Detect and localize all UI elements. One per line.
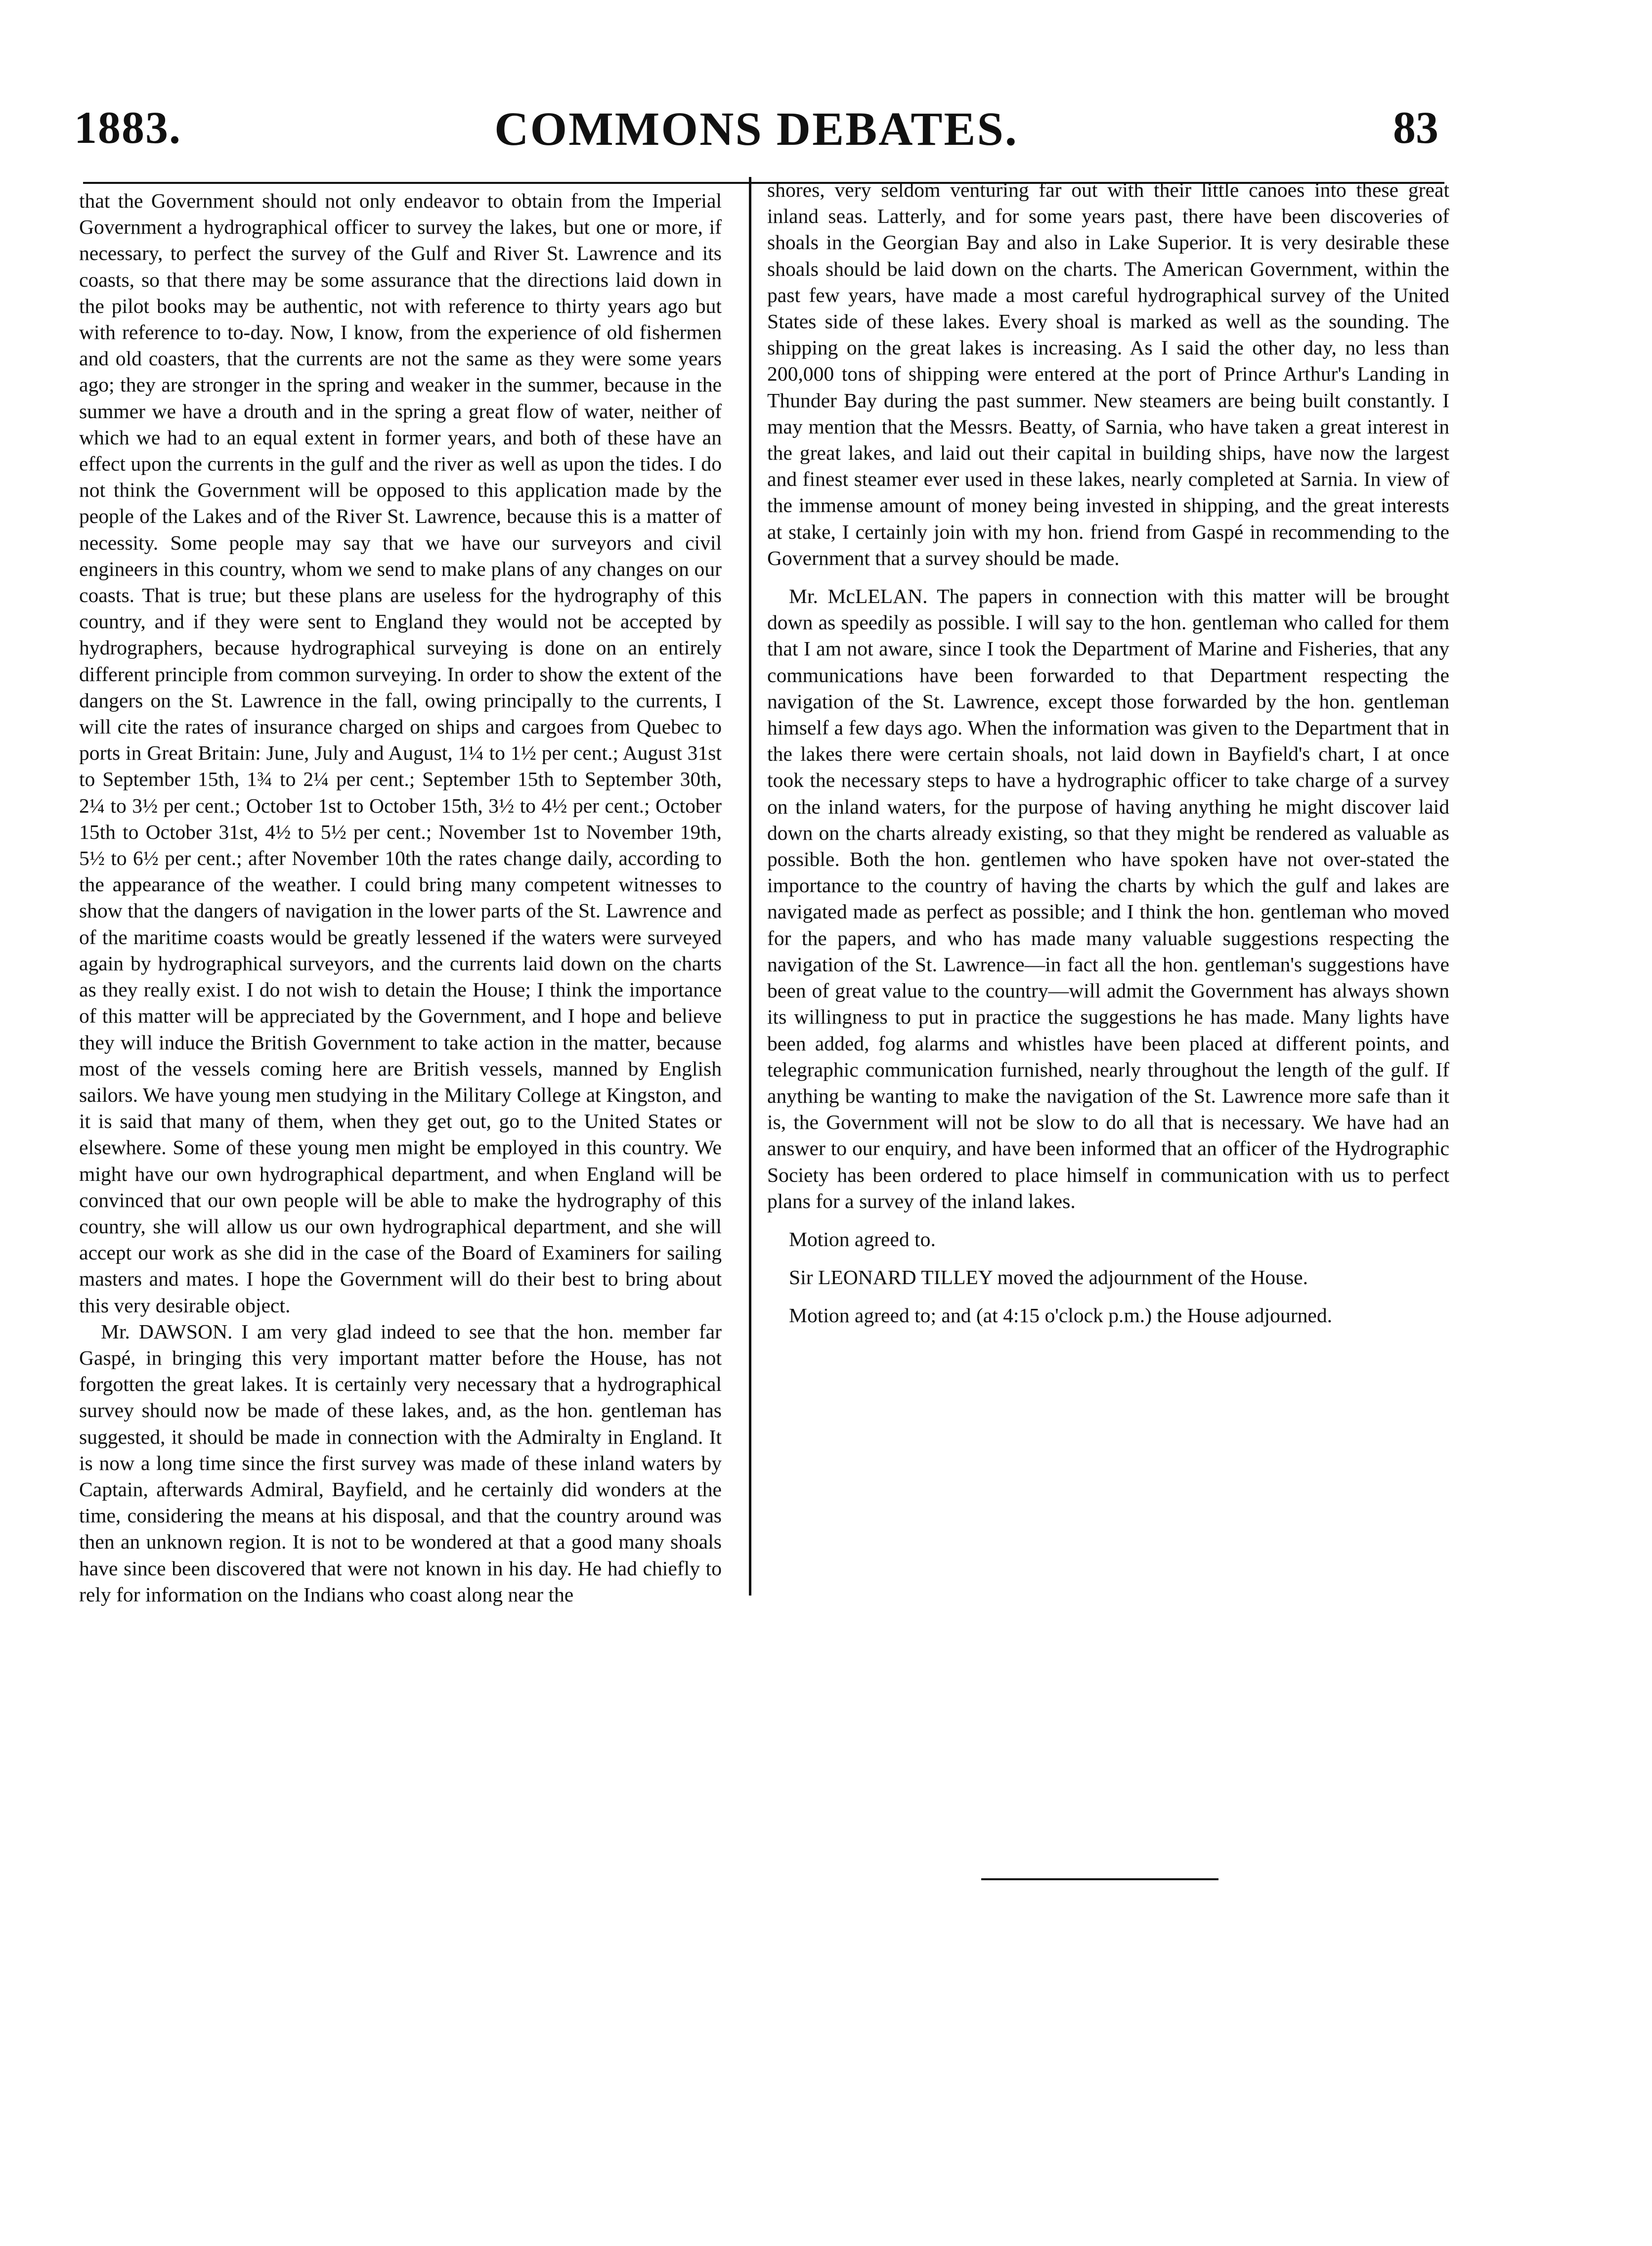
page-header bbox=[74, 101, 1438, 175]
paragraph-tilley-adjournment: Sir LEONARD TILLEY moved the adjournment of the House. bbox=[789, 1266, 1308, 1289]
paragraph-dawson: Mr. DAWSON. I am very glad indeed to see that the hon. member far Gaspé, in bringing this very important matter before the House, has not forgotten the great lakes. It is certainly very necessary that a hydrographical survey should now be made of these lakes, and, as the hon. gentleman has suggested, it should be made in connection with the Admiralty in England. It is now a long time since the first survey was made of these inland waters by Captain, afterwards Admiral, Bayfield, and he certainly did wonders at the time, considering the means at his disposal, and that the country around was then an unknown region. It is not to be wondered at that a good many shoals have since been discovered that were not known in his day. He had chiefly to rely for information on the Indians who coast along near the bbox=[79, 1320, 722, 1606]
paragraph-house-adjourned: Motion agreed to; and (at 4:15 o'clock p.m.) the House adjourned. bbox=[789, 1304, 1333, 1327]
paragraph-continued-speech: that the Government should not only endeavor to obtain from the Imperial Government a hydrographical officer to survey the lakes, but one or more, if necessary, to perfect the survey of the Gulf and River St. Lawrence and its coasts, so that there may be some assurance that the directions laid down in the pilot books may be authentic, not with reference to thirty years ago but with reference to to-day. Now, I know, from the experience of old fishermen and old coasters, that the currents are not the same as they were some years ago; they are stronger in the spring and weaker in the summer, because in the summer we have a drouth and in the spring a great flow of water, neither of which we had to an equal extent in former years, and both of these have an effect upon the currents in the gulf and the river as well as upon the tides. I do not think the Government will be opposed to this application made by the people of the Lakes and of the River St. Lawrence, because this is a matter of necessity. Some people may say that we have our surveyors and civil engineers in this country, whom we send to make plans of any changes on our coasts. That is true; but these plans are useless for the hydrography of this country, and if they were sent to England they would not be accepted by hydrographers, because hydrographical surveying is done on an entirely different principle from common surveying. In order to show the extent of the dangers on the St. Lawrence in the fall, owing principally to the currents, I will cite the rates of insurance charged on ships and cargoes from Quebec to ports in Great Britain: June, July and August, 1¼ to 1½ per cent.; August 31st to September 15th, 1¾ to 2¼ per cent.; September 15th to September 30th, 2¼ to 3½ per cent.; October 1st to October 15th, 3½ to 4½ per cent.; October 15th to October 31st, 4½ to 5½ per cent.; November 1st to November 19th, 5½ to 6½ per cent.; after November 10th the rates change daily, according to the appearance of the weather. I could bring many competent witnesses to show that the dangers of navigation in the lower parts of the St. Lawrence and of the maritime coasts would be greatly lessened if the waters were surveyed again by hydrographical surveyors, and the currents laid down on the charts as they really exist. I do not wish to detain the House; I think the importance of this matter will be appreciated by the Government, and I hope and believe they will induce the British Government to take action in the matter, because most of the vessels coming here are British vessels, manned by English sailors. We have young men studying in the Military College at Kingston, and it is said that many of them, when they get out, go to the United States or elsewhere. Some of these young men might be employed in this country. We might have our own hydrographical department, and when England will be convinced that our own people will be able to make the hydrography of this country, she will allow us our own hydrographical department, and she will accept our work as she did in the case of the Board of Examiners for sailing masters and mates. I hope the Government will do their best to bring about this very desirable object. bbox=[79, 189, 722, 1317]
paragraph-mclelan: Mr. McLELAN. The papers in connection with this matter will be brought down as speedily as possible. I will say to the hon. gentleman who called for them that I am not aware, since I took the Department of Marine and Fisheries, that any communications have been forwarded to that Department respecting the navigation of the St. Lawrence, except those forwarded by the hon. gentleman himself a few days ago. When the information was given to the Department that in the lakes there were certain shoals, not laid down in Bayfield's chart, I at once took the necessary steps to have a hydrographic officer to take charge of a survey on the inland waters, for the purpose of having anything he might discover laid down on the charts already existing, so that they might be rendered as valuable as possible. Both the hon. gentlemen who have spoken have not over-stated the importance to the country of having the charts by which the gulf and lakes are navigated made as perfect as possible; and I think the hon. gentleman who moved for the papers, and who has made many valuable suggestions respecting the navigation of the St. Lawrence—in fact all the hon. gentleman's suggestions have been of great value to the country—will admit the Government has always shown its willingness to put in practice the suggestions he has made. Many lights have been added, fog alarms and whistles have been placed at different points, and telegraphic communication furnished, nearly throughout the length of the gulf. If anything be wanting to make the navigation of the St. Lawrence more safe than it is, the Government will not be slow to do all that is necessary. We have had an answer to our enquiry, and have been informed that an officer of the Hydrographic Society has been ordered to place himself in communication with us to perfect plans for a survey of the inland lakes. bbox=[767, 585, 1449, 1212]
right-column bbox=[767, 177, 1449, 1329]
paragraph-motion-agreed: Motion agreed to. bbox=[789, 1227, 936, 1251]
header-title: COMMONS DEBATES. bbox=[494, 102, 1018, 155]
end-rule bbox=[981, 1878, 1218, 1880]
column-divider bbox=[749, 177, 751, 1596]
left-column bbox=[79, 188, 722, 1608]
paragraph-dawson-continued: shores, very seldom venturing far out with their little canoes into these great inland seas. Latterly, and for some years past, there have been discoveries of shoals in the Georgian Bay and also in Lake Superior. It is very desirable these shoals should be laid down on the charts. The American Government, within the past few years, have made a most careful hydrographical survey of the United States side of these lakes. Every shoal is marked as well as the sounding. The shipping on the great lakes is increasing. As I said the other day, no less than 200,000 tons of shipping were entered at the port of Prince Arthur's Landing in Thunder Bay during the past summer. New steamers are being built constantly. I may mention that the Messrs. Beatty, of Sarnia, who have taken a great interest in the great lakes, and laid out their capital in building ships, have now the largest and finest steamer ever used in these lakes, nearly completed at Sarnia. In view of the immense amount of money being invested in shipping, and the great interests at stake, I certainly join with my hon. friend from Gaspé in recommending to the Government that a survey should be made. bbox=[767, 178, 1449, 569]
header-year: 1883. bbox=[74, 102, 181, 153]
header-page-number: 83 bbox=[1393, 102, 1438, 153]
